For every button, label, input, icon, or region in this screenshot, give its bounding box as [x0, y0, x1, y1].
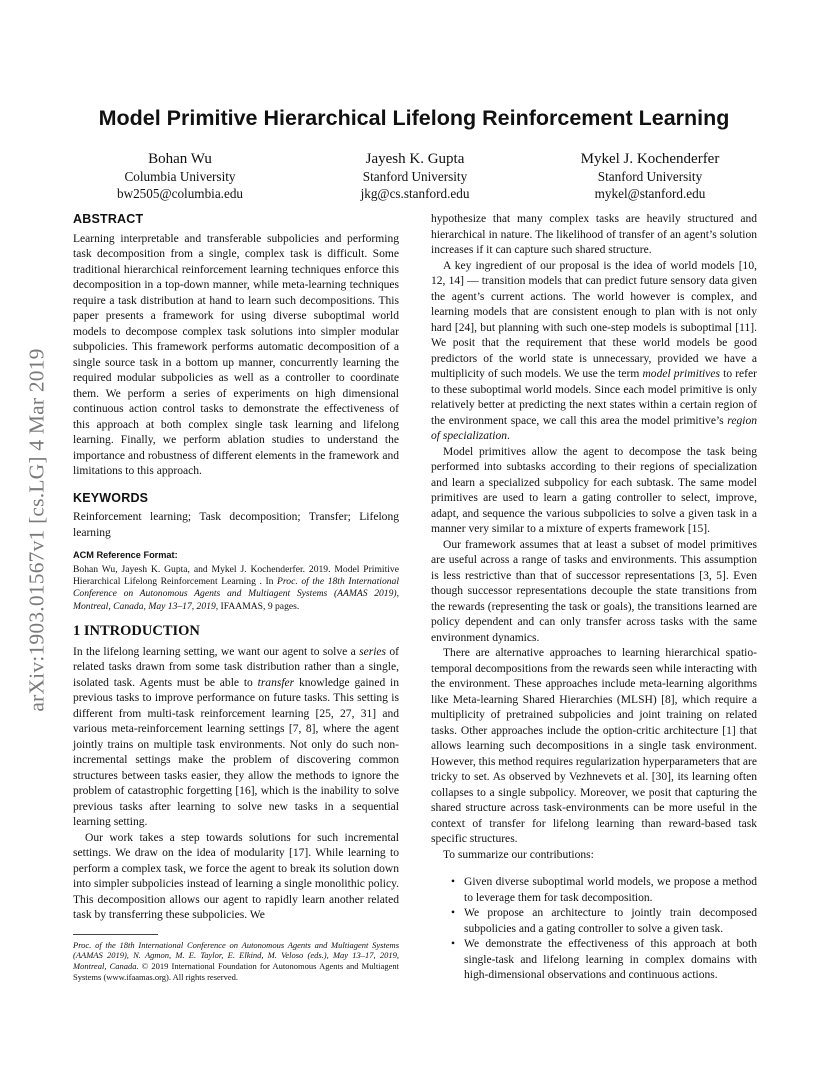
- acm-ref-tail: , IFAAMAS, 9 pages.: [215, 600, 300, 612]
- intro-paragraph-1: [73, 645, 399, 831]
- left-column: [73, 212, 399, 983]
- text-run: In the lifelong learning setting, we want our agent to solve a: [73, 645, 360, 658]
- abstract-heading: ABSTRACT: [73, 212, 144, 226]
- text-run-italic: transfer: [257, 676, 295, 689]
- right-paragraph-2: [431, 259, 757, 445]
- footnote-venue: Proc. of the 18th International Conference on Autonomous Agents and Multiagent Systems (AAMAS 2019), N. Agmon, M. E. Taylor, E. Elkind, M. Veloso (eds.), May 13–17, 2019, Montreal, Canada.: [73, 939, 399, 972]
- acm-ref-venue: Proc. of the 18th International Conference on Autonomous Agents and Multiagent Systems (AAMAS 2019), Montreal, Canada, May 13–17, 2019: [73, 575, 399, 612]
- keywords-text: Reinforcement learning; Task decomposition; Transfer; Lifelong learning: [73, 511, 399, 539]
- author-email: bw2505@columbia.edu: [116, 185, 244, 201]
- author-affiliation: Stanford University: [597, 169, 703, 184]
- author-email: jkg@cs.stanford.edu: [360, 185, 470, 201]
- list-item: • We propose an architecture to jointly train decomposed subpolicies and a gating controller to solve a given task.: [431, 906, 757, 937]
- introduction-heading: 1 INTRODUCTION: [73, 623, 200, 640]
- footnote-copyright: © 2019 International Foundation for Autonomous Agents and Multiagent Systems (www.ifaamas.org). All rights reserved.: [73, 961, 399, 983]
- list-item: • Given diverse suboptimal world models, we propose a method to leverage them for task decomposition.: [431, 875, 757, 906]
- arxiv-identifier: [18, 290, 56, 770]
- author-1: [70, 150, 290, 202]
- footnote: [73, 940, 399, 983]
- right-paragraph-1: hypothesize that many complex tasks are heavily structured and hierarchical in nature. The likelihood of transfer of an agent’s solution increases if it can capture such shared structure.: [431, 213, 757, 256]
- list-item: • We demonstrate the effectiveness of this approach at both single-task and lifelong learning in complex domains with high-dimensional observations and continuous actions.: [431, 937, 757, 984]
- right-paragraph-6: To summarize our contributions:: [443, 848, 594, 861]
- author-name: Bohan Wu: [148, 151, 212, 167]
- text-run: .: [507, 430, 510, 442]
- contributions-list: [431, 875, 757, 984]
- right-paragraph-3: Model primitives allow the agent to decompose the task being performed into subtasks according to their regions of specialization and learn a specialized subpolicy for each subtask. The same model primitives are used to learn a gating controller to select, improve, adapt, and sequence the various subpolicies to solve a given task in a manner very similar to a mixture of experts framework [15].: [431, 445, 757, 535]
- author-block: [70, 150, 760, 202]
- right-column: [431, 212, 757, 984]
- author-2: [305, 150, 525, 202]
- author-affiliation: Stanford University: [362, 169, 468, 184]
- author-name: Jayesh K. Gupta: [365, 151, 465, 167]
- text-run-italic: series: [359, 645, 387, 658]
- text-run: A key ingredient of our proposal is the idea of world models [10, 12, 14] — transition models that can predict future sensory data given the agent’s current actions. The world however is complex, and learning models that are consistent enough to plan with is not only hard [24], but planning with such one-step models is suboptimal [11]. We posit that the requirement that these world models be good predictors of the world state is unnecessary, provided we have a multiplicity of such models. We use the term: [431, 259, 757, 380]
- intro-paragraph-2: Our work takes a step towards solutions for such incremental settings. We draw on the idea of modularity [17]. While learning to perform a complex task, we force the agent to break its solution down into simpler subpolicies instead of learning a single monolithic policy. This decomposition allows our agent to rapidly learn another related task by transferring these subpolicies. We: [73, 831, 399, 922]
- author-email: mykel@stanford.edu: [594, 185, 706, 201]
- text-run-italic: region of specialization: [431, 414, 757, 442]
- abstract-text: Learning interpretable and transferable subpolicies and performing task decomposition from a single, complex task is difficult. Some traditional hierarchical reinforcement learning techniques enforce this decomposition in a top-down manner, while meta-learning techniques require a task distribution at hand to learn such decompositions. This paper presents a framework for using diverse suboptimal world models to decompose complex task solutions into simpler modular subpolicies. This framework performs automatic decomposition of a single source task in a bottom up manner, concurrently learning the required modular subpolicies as well as a controller to coordinate them. We perform a series of experiments on high dimensional continuous action control tasks to demonstrate the effectiveness of this approach at both complex single task learning and lifelong learning. Finally, we perform ablation studies to understand the importance and robustness of different elements in the framework and limitations to this approach.: [73, 232, 399, 477]
- acm-ref-plain: Bohan Wu, Jayesh K. Gupta, and Mykel J. Kochenderfer. 2019. Model Primitive Hierarchical Lifelong Reinforcement Learning . In: [73, 563, 399, 587]
- footnote-divider: [73, 934, 158, 935]
- acm-reference-text: [73, 564, 399, 614]
- text-run: to refer to these suboptimal world models. Since each model primitive is only relatively better at predicting the next states within a certain region of the environment space, we call this area the model primitive’s: [431, 368, 757, 427]
- keywords-heading: KEYWORDS: [73, 490, 149, 505]
- author-3: [540, 150, 760, 202]
- paper-title: Model Primitive Hierarchical Lifelong Reinforcement Learning: [98, 106, 730, 130]
- acm-reference-heading: ACM Reference Format:: [73, 550, 178, 560]
- arxiv-id-text: arXiv:1903.01567v1 [cs.LG] 4 Mar 2019: [24, 348, 49, 712]
- text-run: knowledge gained in previous tasks to improve performance on future tasks. This setting is different from multi-task reinforcement learning [25, 27, 31] and various meta-reinforcement learning settings [7, 8], where the agent jointly trains on multiple task environments. Not only do such non-incremental settings make the problem of discovering common structures between tasks easier, they allow the methods to ignore the problem of catastrophic forgetting [16], which is the inability to solve previous tasks after learning to solve new tasks in a sequential learning setting.: [73, 676, 399, 829]
- right-paragraph-4: Our framework assumes that at least a subset of model primitives are useful across a range of tasks and environments. This assumption is less restrictive than that of successor representations [3, 5]. Even though successor representations decouple the state transitions from the rewards (representing the task or goals), the transitions learned are policy dependent and can only transfer across tasks with the same environment dynamics.: [431, 538, 757, 644]
- text-run-italic: model primitives: [642, 368, 720, 380]
- author-affiliation: Columbia University: [124, 169, 236, 184]
- author-name: Mykel J. Kochenderfer: [580, 151, 720, 167]
- right-paragraph-5: There are alternative approaches to learning hierarchical spatio-temporal decompositions from the rewards seen while interacting with the environment. These approaches include meta-learning algorithms like Meta-learning Shared Hierarchies (MLSH) [8], which require a multiplicity of pretrained subpolicies and joint training on related tasks. Other approaches include the option-critic architecture [1] that allows learning such decompositions in a single task environment. However, this method requires regularization hyperparameters that are tricky to set. As observed by Vezhnevets et al. [30], its learning often collapses to a single subpolicy. Moreover, we posit that capturing the shared structure across task-environments can be more useful in the context of transfer for lifelong learning than reward-based task specific structures.: [431, 647, 757, 845]
- text-run: of related tasks drawn from some task distribution rather than a single, isolated task. Agents must be able to: [73, 645, 399, 689]
